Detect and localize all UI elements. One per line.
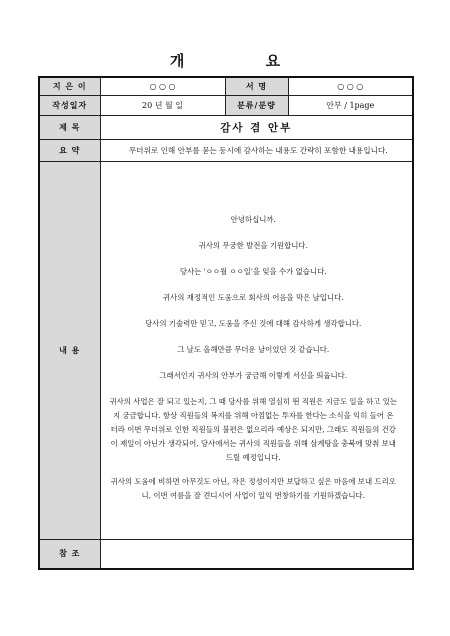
content-paragraph: 귀사의 재정적인 도움으로 회사의 어음을 막은 날입니다. (162, 293, 344, 302)
summary-value: 무더위로 인해 안부를 묻는 동시에 감사하는 내용도 간략히 포함한 내용입니다. (100, 139, 413, 161)
date-label: 작성일자 (39, 95, 100, 115)
content-paragraph: 귀사의 도움에 비하면 아무것도 아닌, 작은 정성이지만 보답하고 싶은 마음에 보내 드리오니, 이번 여름을 잘 견디시어 사업이 일익 번창하기를 기원하겠습니다. (110, 477, 396, 500)
subject-value: 감사 겸 안부 (100, 115, 413, 139)
category-label: 분류/분량 (225, 95, 288, 115)
signature-label: 서 명 (225, 77, 288, 95)
reference-value (100, 539, 413, 569)
document-title: 개 요 (169, 52, 319, 70)
date-value: 20 년 월 일 (100, 95, 225, 115)
summary-form-table (38, 76, 414, 570)
author-label: 지 은 이 (39, 77, 100, 95)
content-row (39, 161, 413, 539)
category-value: 안부 / 1page (288, 95, 413, 115)
author-value: ○ ○ ○ (100, 77, 225, 95)
content-label: 내 용 (39, 161, 100, 539)
reference-label: 참 조 (39, 539, 100, 569)
summary-row (39, 139, 413, 161)
signature-value: ○ ○ ○ (288, 77, 413, 95)
content-paragraph: 귀사의 무궁한 발전을 기원합니다. (198, 241, 308, 250)
summary-label: 요 약 (39, 139, 100, 161)
content-paragraph: 당사는 'ㅇㅇ월 ㅇㅇ일'을 잊을 수가 없습니다. (179, 267, 327, 276)
subject-label: 제 목 (39, 115, 100, 139)
content-body (100, 161, 413, 539)
content-paragraph: 당사의 기술력만 믿고, 도움을 주신 것에 대해 감사하게 생각합니다. (145, 319, 362, 328)
author-row (39, 77, 413, 95)
content-paragraph: 그래서인지 귀사의 안부가 궁금해 이렇게 서신을 띄웁니다. (159, 371, 348, 380)
subject-row (39, 115, 413, 139)
content-paragraph: 귀사의 사업은 잘 되고 있는지, 그 때 당사를 위해 열심히 뛴 직원은 지금도 일을 하고 있는지 궁금합니다. 항상 직원들의 복지를 위해 아낌없는 투자를 한다는 소식을 익히 들어 온 터라 이번 무더위로 인한 직원들의 불편은 없으리라 예상은 되지만, 그래도 직원들의 건강이 제일이 아닌가 생각되어, 당사에서는 귀사의 직원들을 위해 삼계탕을 충북에 맞춰 보내 드릴 예정입니다. (109, 397, 397, 462)
content-paragraph: 안녕하십니까. (230, 215, 276, 224)
content-paragraph: 그 날도 올해만큼 무더운 날이었던 것 같습니다. (177, 345, 330, 354)
reference-row (39, 539, 413, 569)
date-row (39, 95, 413, 115)
